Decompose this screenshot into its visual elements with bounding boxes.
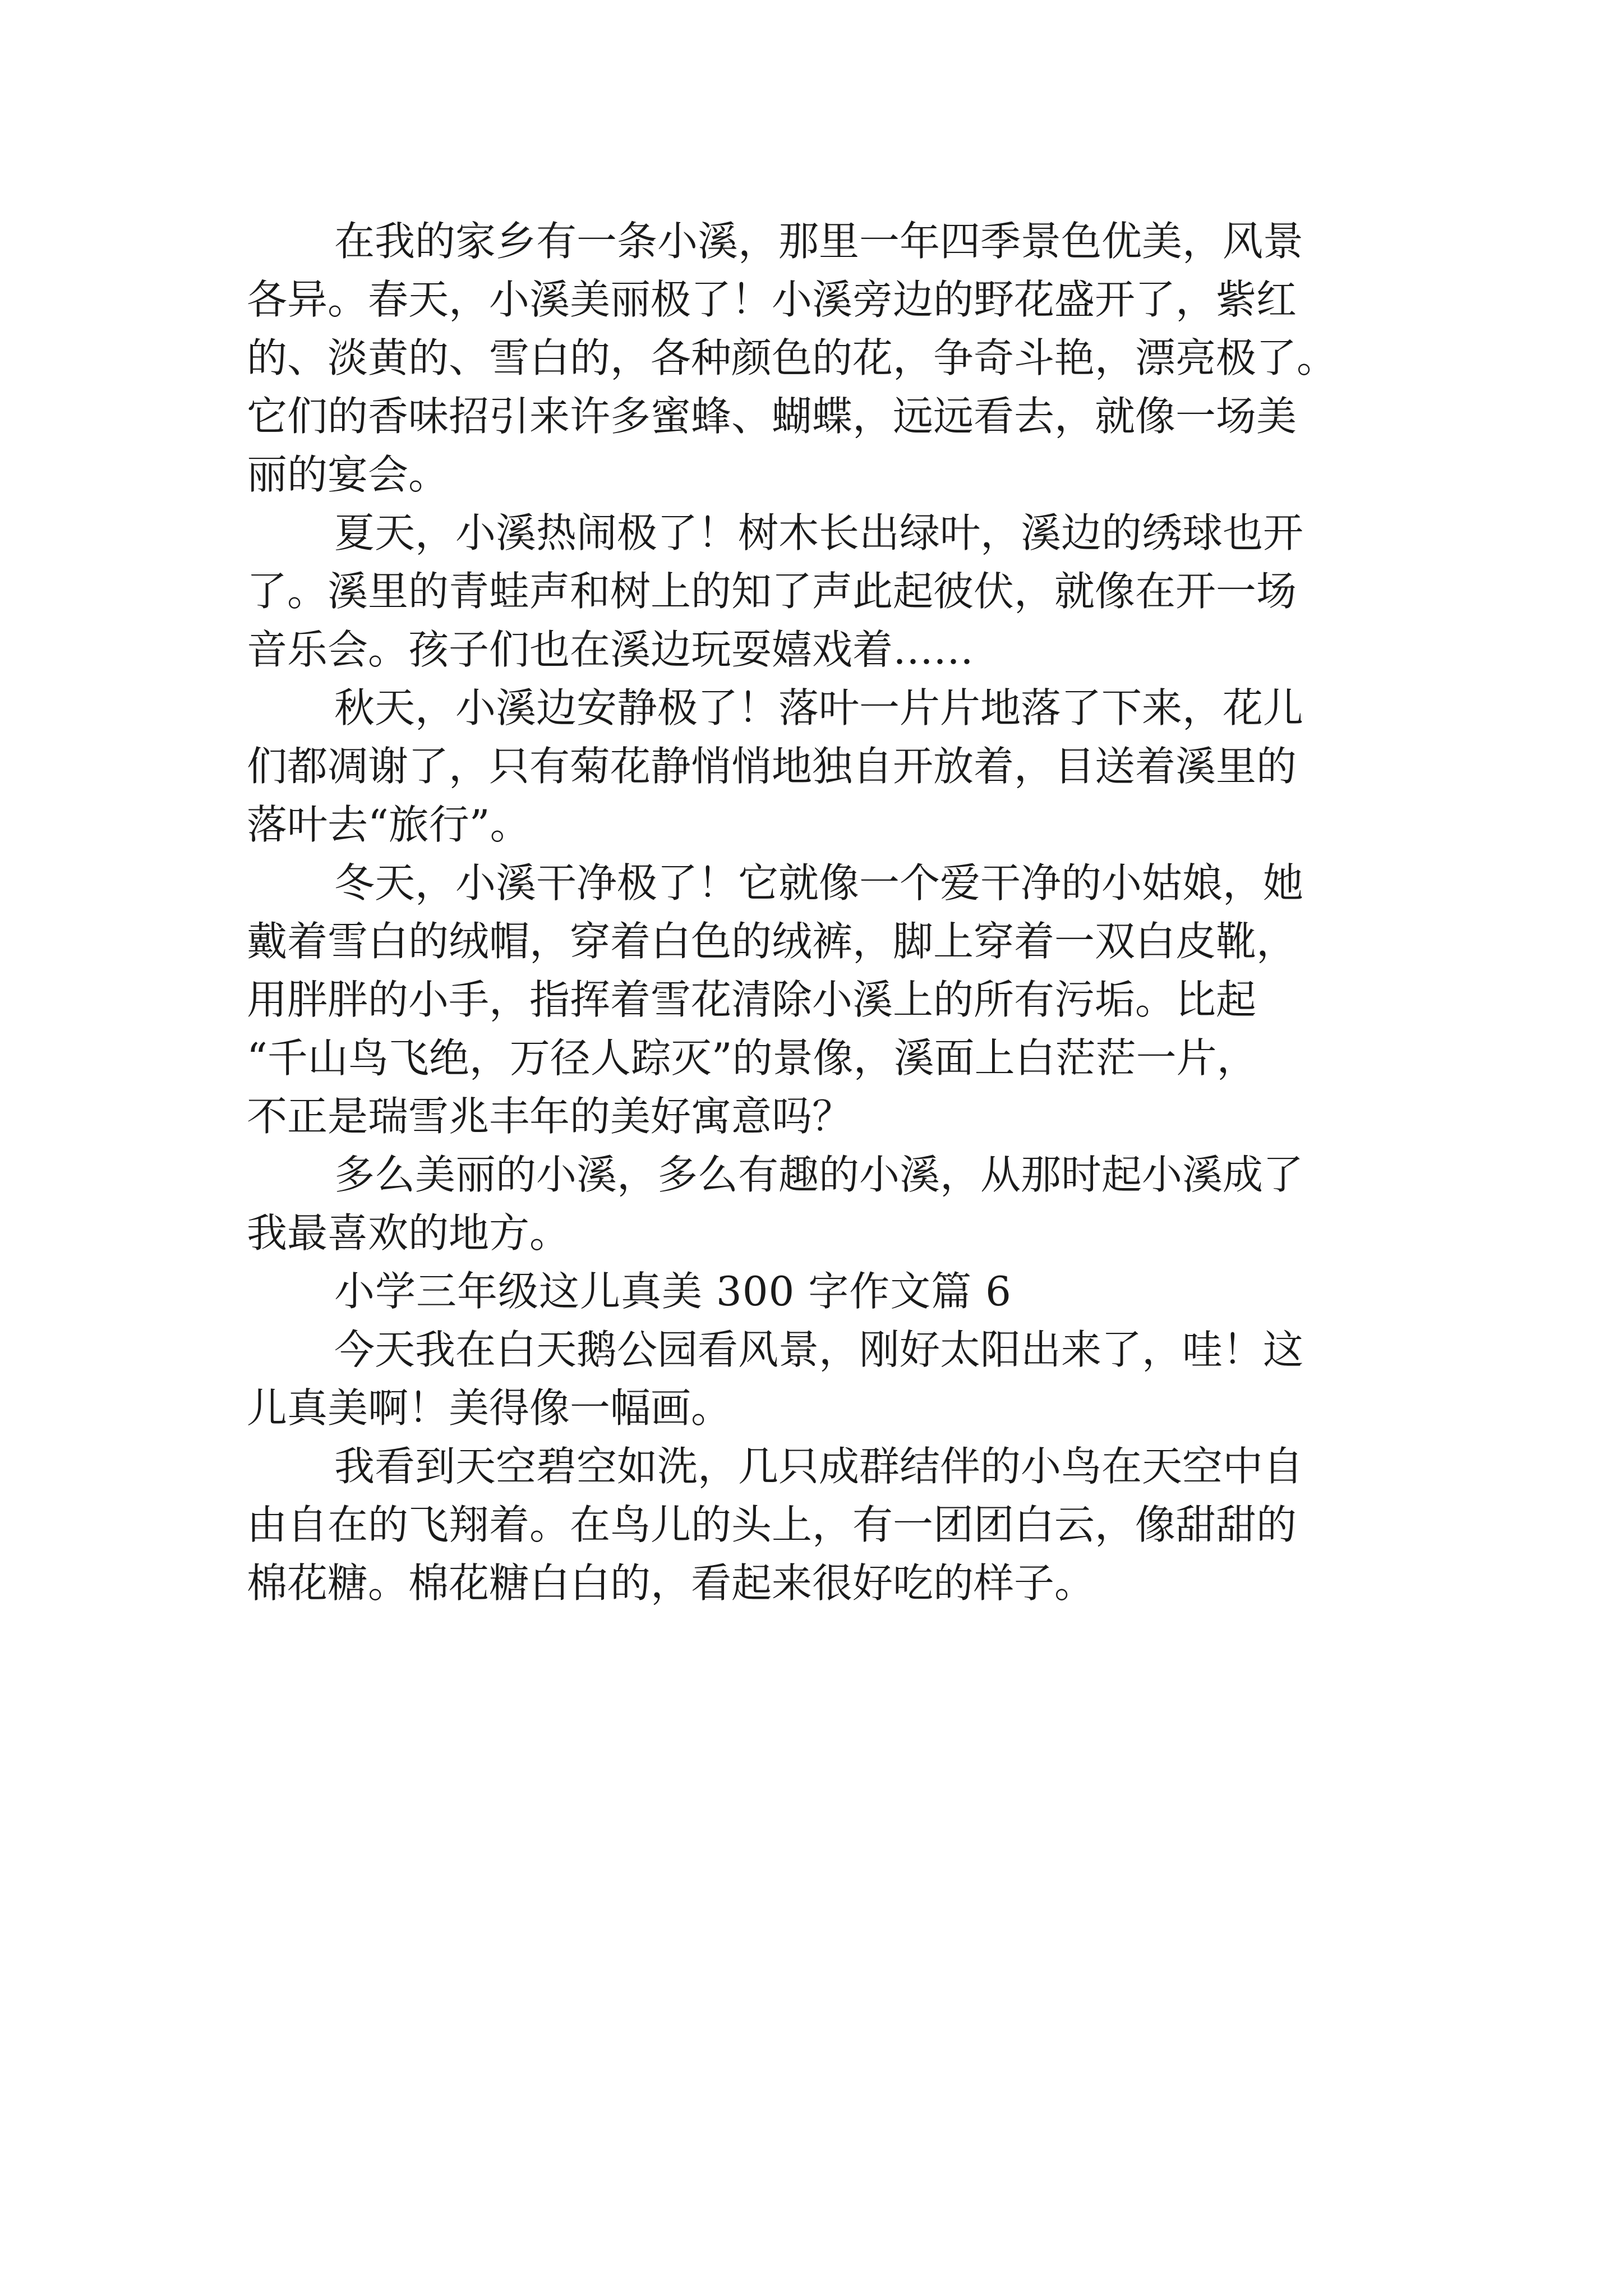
text-line: 今天我在白天鹅公园看风景，刚好太阳出来了，哇！这	[334, 1326, 1304, 1373]
text-line: 我最喜欢的地方。	[247, 1209, 570, 1257]
document-body	[247, 212, 1385, 1612]
text-line: 夏天，小溪热闹极了！树木长出绿叶，溪边的绣球也开	[334, 509, 1304, 556]
text-line: 用胖胖的小手，指挥着雪花清除小溪上的所有污垢。比起	[247, 976, 1257, 1023]
text-line: 音乐会。孩子们也在溪边玩耍嬉戏着……	[247, 626, 974, 673]
section-heading: 小学三年级这儿真美 300 字作文篇 6	[334, 1268, 1012, 1315]
text-line: 多么美丽的小溪，多么有趣的小溪，从那时起小溪成了	[334, 1151, 1304, 1198]
text-line: 在我的家乡有一条小溪，那里一年四季景色优美，风景	[334, 218, 1304, 265]
text-line: 不正是瑞雪兆丰年的美好寓意吗？	[247, 1093, 853, 1140]
text-line: 丽的宴会。	[247, 451, 449, 498]
text-line: 们都凋谢了，只有菊花静悄悄地独自开放着，目送着溪里的	[247, 743, 1297, 790]
text-line: 各异。春天，小溪美丽极了！小溪旁边的野花盛开了，紫红	[247, 276, 1297, 323]
text-line: 秋天，小溪边安静极了！落叶一片片地落了下来，花儿	[334, 684, 1304, 731]
text-line: 它们的香味招引来许多蜜蜂、蝴蝶，远远看去，就像一场美	[247, 393, 1297, 440]
text-line: 了。溪里的青蛙声和树上的知了声此起彼伏，就像在开一场	[247, 568, 1297, 615]
text-line: 棉花糖。棉花糖白白的，看起来很好吃的样子。	[247, 1559, 1095, 1607]
text-line: 的、淡黄的、雪白的，各种颜色的花，争奇斗艳，漂亮极了。	[247, 334, 1338, 381]
text-line: 冬天，小溪干净极了！它就像一个爱干净的小姑娘，她	[334, 859, 1304, 907]
text-line: 戴着雪白的绒帽，穿着白色的绒裤，脚上穿着一双白皮靴，	[247, 918, 1297, 965]
text-line: 落叶去“旅行”。	[247, 801, 531, 848]
text-line: 由自在的飞翔着。在鸟儿的头上，有一团团白云，像甜甜的	[247, 1501, 1297, 1548]
text-line: 我看到天空碧空如洗，几只成群结伴的小鸟在天空中自	[334, 1443, 1304, 1490]
text-line: “千山鸟飞绝，万径人踪灭”的景像，溪面上白茫茫一片，	[247, 1034, 1257, 1082]
text-line: 儿真美啊！美得像一幅画。	[247, 1384, 732, 1432]
